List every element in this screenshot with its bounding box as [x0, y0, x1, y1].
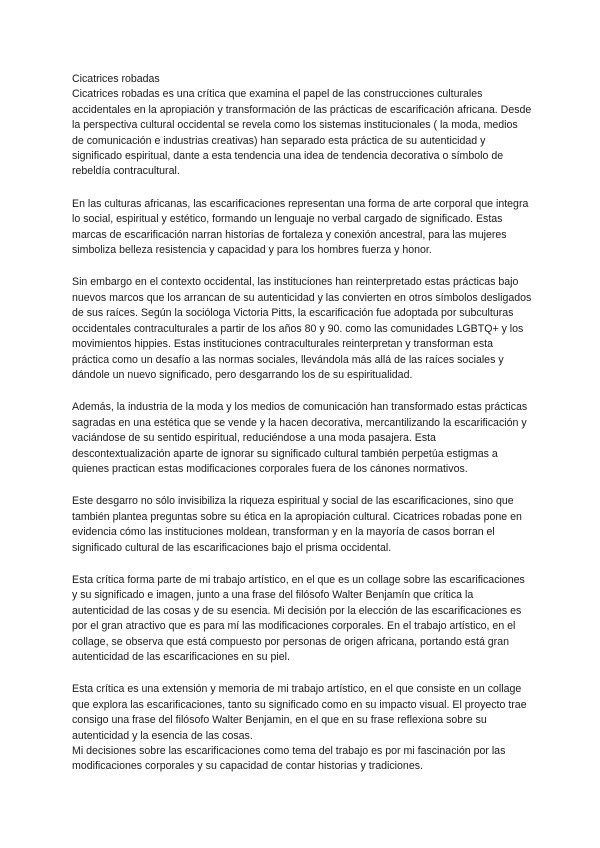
paragraph-decision: Mi decisiones sobre las escarificaciones como tema del trabajo es por mi fascinación por las modificaciones corporales y su capacidad de contar historias y tradiciones. [72, 745, 506, 773]
paragraph-cultural-appropriation: Este desgarro no sólo invisibiliza la riqueza espiritual y social de las escarificaciones, sino que también plantea preguntas sobre su ética en la apropiación cultural. Cicatrices robadas pone en evidencia cómo las instituciones moldean, transforman y en la mayoría de casos borran el significado cultural de las escarificaciones bajo el prisma occidental. [72, 495, 522, 554]
paragraph-fashion-industry: Además, la industria de la moda y los medios de comunicación han transformado estas prácticas sagradas en una estética que se vende y la hacen decorativa, mercantilizando la escarificación y vaciándose de su sentido espiritual, reduciéndose a una moda pasajera. Esta descontextualización aparte de ignorar su significado cultural también perpetúa estigmas a quienes practican estas modificaciones corporales fuera de los cánones normativos. [72, 401, 528, 475]
document-title: Cicatrices robadas [72, 73, 160, 85]
paragraph-introduction: Cicatrices robadas es una crítica que examina el papel de las construcciones culturales accidentales en la apropiación y transformación de las prácticas de escarificación africana. Desde la perspectiva cultural occidental se revela como los sistemas institucionales ( la moda, medios de comunicación e industrias creativas) han separado esta práctica de su autenticidad y significado espiritual, dante a esta tendencia una idea de tendencia decorativa o símbolo de rebeldía contracultural. [72, 88, 532, 178]
paragraph-artistic-work: Esta crítica forma parte de mi trabajo artístico, en el que es un collage sobre las escarificaciones y su significado e imagen, junto a una frase del filósofo Walter Benjamín que crítica la autenticidad de las cosas y de su esencia. Mi decisión por la elección de las escarificaciones es por el gran atractivo que es para mí las modificaciones corporales. En el trabajo artístico, en el collage, se observa que está compuesto por personas de origen africana, portando está gran autenticidad de las escarificaciones en su piel. [72, 573, 525, 663]
paragraph-western-context: Sin embargo en el contexto occidental, las instituciones han reinterpretado estas prácticas bajo nuevos marcos que los arrancan de su autenticidad y las convierten en otros símbolos desligados de sus raíces. Según la socióloga Victoria Pitts, la escarificación fue adoptada por subculturas occidentales contraculturales a partir de los años 80 y 90. como las comunidades LGBTQ+ y los movimientos hippies. Estas instituciones contraculturales reinterpretan y transforman esta práctica como un desafío a las normas sociales, llevándola más allá de las raíces sociales y dándole un nuevo significado, pero desgarrando los de su espiritualidad. [72, 276, 532, 381]
document-body [72, 72, 532, 775]
paragraph-african-cultures: En las culturas africanas, las escarificaciones representan una forma de arte corporal que integra lo social, espiritual y estético, formando un lenguaje no verbal cargado de significado. Estas marcas de escarificación narran historias de fortaleza y conexión ancestral, para las mujeres simboliza belleza resistencia y capacidad y para los hombres fuerza y honor. [72, 197, 529, 257]
paragraph-extension: Esta crítica es una extensión y memoria de mi trabajo artístico, en el que consiste en un collage que explora las escarificaciones, tanto su significado como en su impacto visual. El proyecto trae consigo una frase del filósofo Walter Benjamin, en el que en su frase reflexiona sobre su autenticidad y la esencia de las cosas. [72, 683, 527, 742]
